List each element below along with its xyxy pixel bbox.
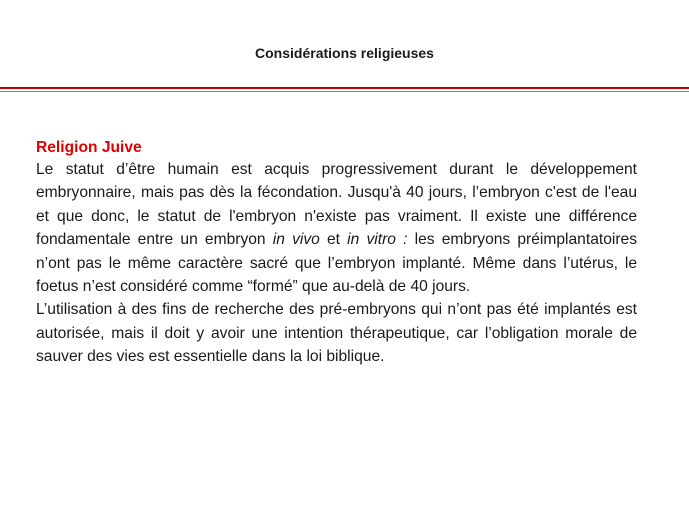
paragraph-2: L’utilisation à des fins de recherche des pré-embryons qui n’ont pas été implantés est autorisée, mais il doit y avoir une intention thérapeutique, car l’obligation morale de sauver des vies est essentielle dans la loi biblique. [36,301,637,366]
title-divider-gray [0,91,689,92]
paragraph-1-italic-in-vitro: in vitro : [347,231,408,249]
paragraph-1-text-b: et [319,231,348,249]
paragraph-1 [36,158,637,298]
paragraph-1-text-a: Le statut d’être humain est acquis progressivement durant le développement embryonnaire, mais pas dès la fécondation. Jusqu'à 40 jours, l’embryon c'est de l'eau et que donc, le statut de l'embryon n'existe pas vraiment. Il existe une différence fondamentale entre un embryon [36,161,637,249]
title-divider-red [0,87,689,89]
paragraph-1-text-c: les embryons préimplantatoires n’ont pas le même caractère sacré que l’embryon implanté. Même dans l’utérus, le foetus n’est considéré comme “formé” que au-delà de 40 jours. [36,231,637,296]
slide-body [36,138,637,369]
section-heading: Religion Juive [36,139,142,156]
slide-title: Considérations religieuses [255,45,434,61]
paragraph-1-italic-in-vivo: in vivo [272,231,320,249]
